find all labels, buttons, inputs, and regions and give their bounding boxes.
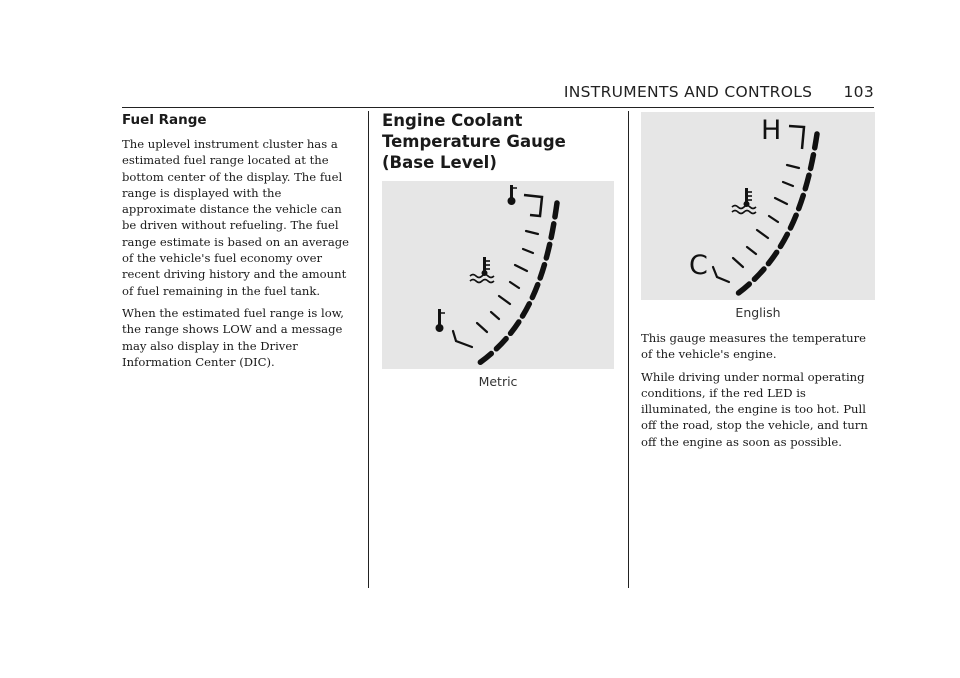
english-gauge-illustration [641, 112, 874, 300]
page-number: 103 [843, 83, 874, 101]
fuel-range-section [122, 112, 358, 376]
gauge-ticks [453, 231, 538, 347]
header-rule [122, 107, 874, 108]
english-caption: English [735, 305, 781, 320]
coolant-gauge-section [382, 112, 614, 399]
cold-label: C [689, 250, 708, 281]
gauge-ticks [713, 165, 799, 282]
section-title: INSTRUMENTS AND CONTROLS [563, 83, 813, 101]
hot-end-mark [789, 126, 804, 149]
fuel-range-heading: Fuel Range [122, 112, 207, 128]
english-gauge-figure [641, 112, 875, 300]
metric-gauge-figure [382, 181, 614, 369]
coolant-temperature-icon [470, 257, 494, 283]
coolant-gauge-continued [641, 112, 875, 456]
running-header [564, 83, 874, 101]
hot-thermometer-icon [508, 185, 518, 205]
coolant-paragraph-2: While driving under normal operating conditions, if the red LED is illuminated, the engine is too hot. Pull off the road, stop the vehicle, and turn off the engine as soon as possible. [641, 369, 868, 449]
hot-label: H [761, 115, 782, 146]
column-divider-1 [368, 111, 369, 588]
fuel-range-paragraph-1: The uplevel instrument cluster has a estimated fuel range located at the bottom center of the display. The fuel range is displayed with the approximate distance the vehicle can be driven without refueling. The fuel range estimate is based on an average of the vehicle's fuel economy over recent driving history and the amount of fuel remaining in the fuel tank. [122, 137, 350, 298]
cold-thermometer-icon [436, 309, 446, 332]
gauge-arc [475, 203, 557, 366]
coolant-gauge-heading: Engine Coolant Temperature Gauge (Base Level) [382, 111, 566, 172]
metric-gauge-illustration [382, 181, 614, 369]
gauge-arc [733, 134, 817, 297]
metric-caption: Metric [478, 374, 518, 389]
coolant-temperature-icon [732, 188, 756, 214]
coolant-paragraph-1: This gauge measures the temperature of the vehicle's engine. [641, 331, 866, 362]
column-divider-2 [628, 111, 629, 588]
fuel-range-paragraph-2: When the estimated fuel range is low, the range shows LOW and a message may also display in the Driver Information Center (DIC). [122, 305, 344, 369]
hot-end-mark [524, 195, 542, 216]
